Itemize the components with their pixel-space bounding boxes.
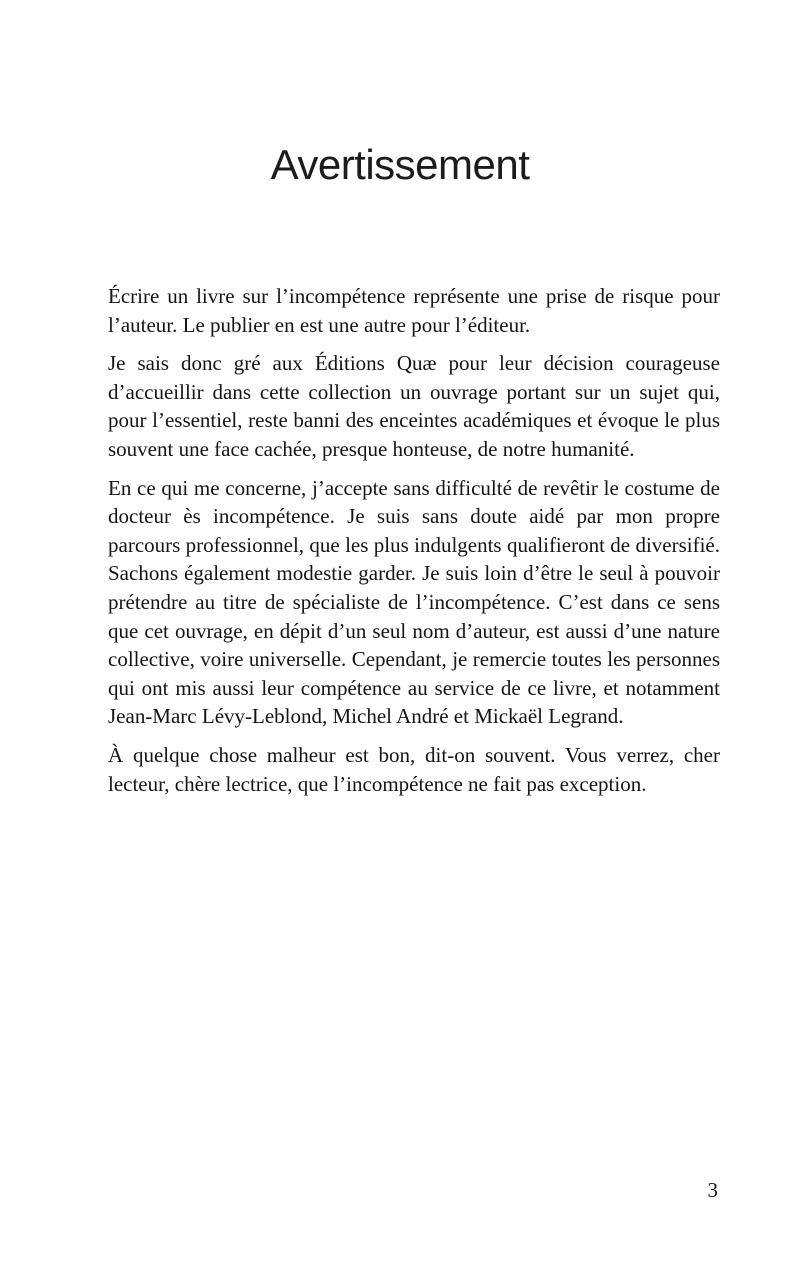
chapter-title: Avertissement <box>270 141 530 188</box>
body-paragraph: En ce qui me concerne, j’accepte sans difficulté de revêtir le costume de docteur ès incompétence. Je suis sans doute aidé par mon propre parcours professionnel, que les plus indulgents qualifieront de diversifié. Sachons également modestie garder. Je suis loin d’être le seul à pouvoir prétendre au titre de spécialiste de l’incompétence. C’est dans ce sens que cet ouvrage, en dépit d’un seul nom d’auteur, est aussi d’une nature collective, voire universelle. Cependant, je remercie toutes les personnes qui ont mis aussi leur compétence au service de ce livre, et notamment Jean-Marc Lévy-Leblond, Michel André et Mickaël Legrand. <box>108 475 720 729</box>
body-paragraph: Je sais donc gré aux Éditions Quæ pour leur décision courageuse d’accueillir dans cette collection un ouvrage portant sur un sujet qui, pour l’essentiel, reste banni des enceintes académiques et évoque le plus souvent une face cachée, presque honteuse, de notre humanité. <box>108 351 720 461</box>
body-paragraph: Écrire un livre sur l’incompétence représente une prise de risque pour l’auteur. Le publier en est une autre pour l’éditeur. <box>108 284 720 337</box>
page-number: 3 <box>707 1178 718 1202</box>
body-text <box>108 282 720 798</box>
body-paragraph: À quelque chose malheur est bon, dit-on souvent. Vous verrez, cher lecteur, chère lectrice, que l’incompétence ne fait pas exception. <box>108 742 720 796</box>
